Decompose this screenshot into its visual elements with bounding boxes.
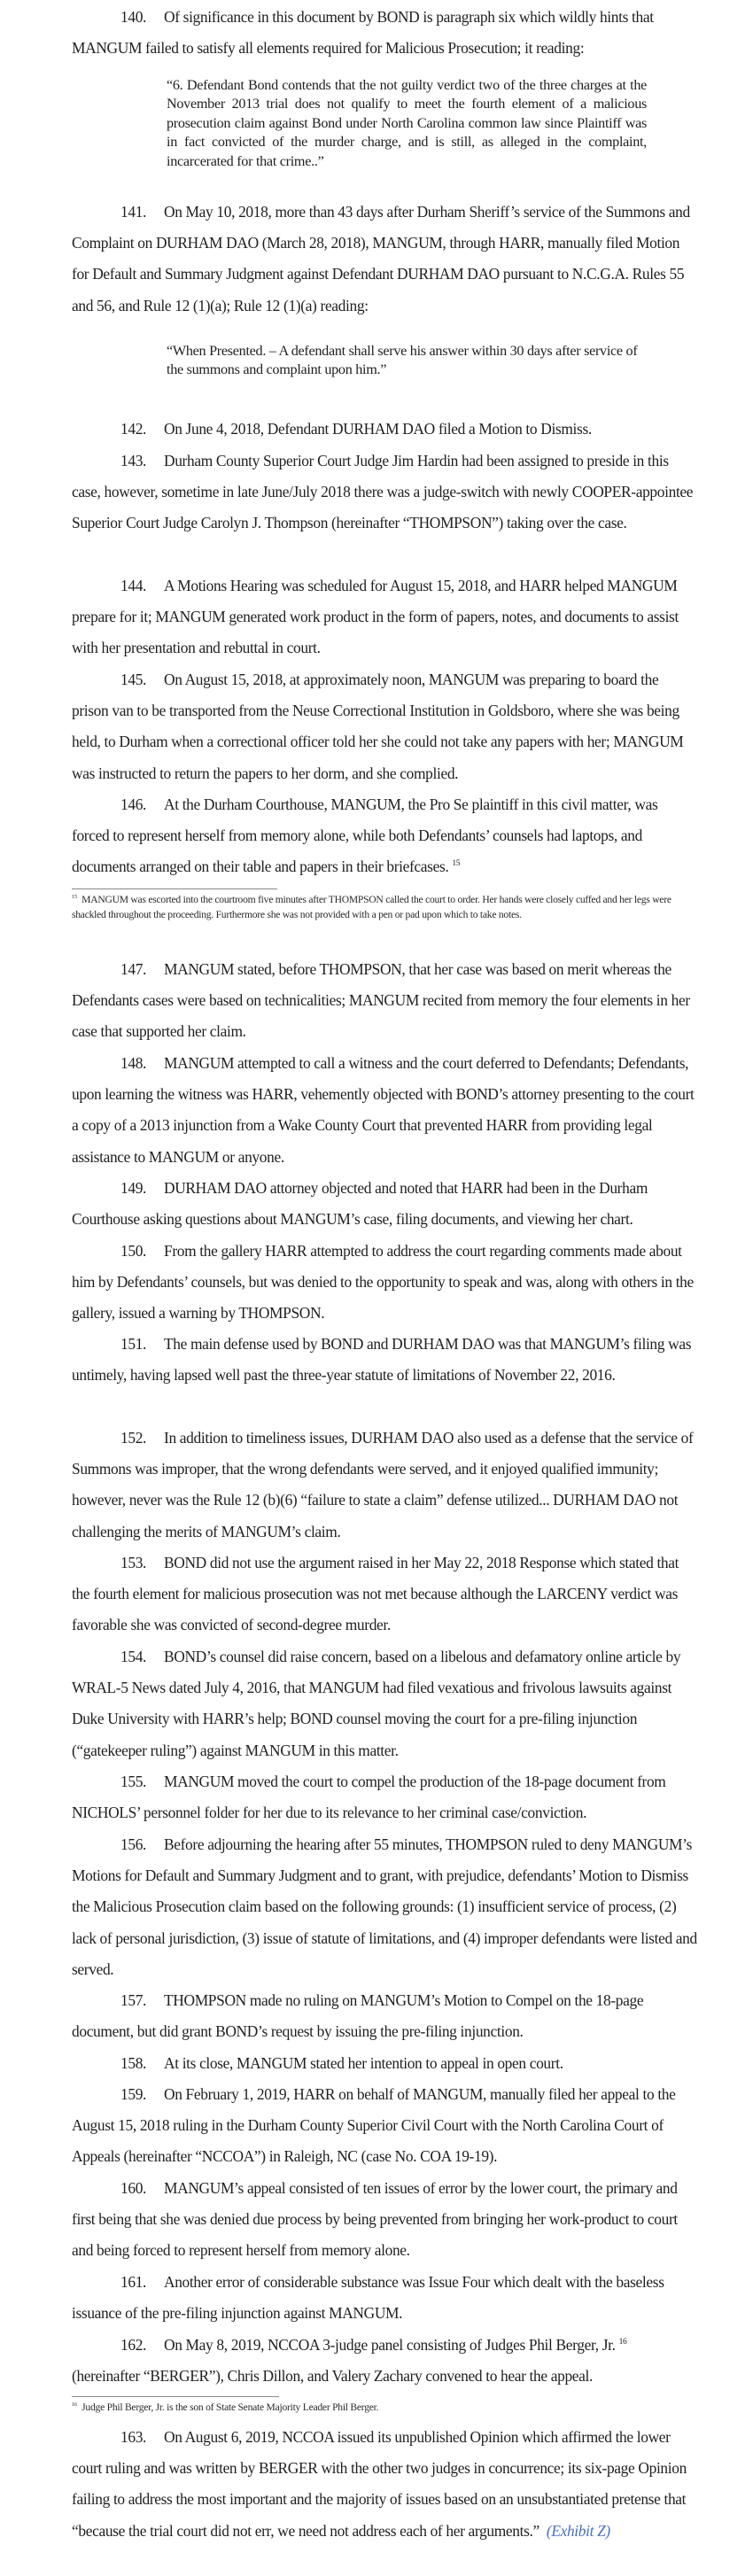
paragraph-number: 152. — [120, 1429, 147, 1447]
exhibit-z-link[interactable]: (Exhibit Z) — [546, 2521, 610, 2540]
paragraph-149 — [72, 1173, 697, 1235]
paragraph-162 — [72, 2330, 697, 2392]
paragraph-number: 162. — [120, 2336, 147, 2354]
paragraph-153 — [72, 1548, 697, 1641]
paragraph-text: THOMPSON made no ruling on MANGUM’s Motion to Compel on the 18-page document, but did grant BOND’s request by issuing the pre-filing injunction. — [72, 1991, 644, 2041]
paragraph-number: 151. — [120, 1335, 147, 1353]
paragraph-text: The main defense used by BOND and DURHAM DAO was that MANGUM’s filing was untimely, having lapsed well past the three-year statute of limitations of November 22, 2016. — [72, 1335, 692, 1385]
paragraph-text: BOND’s counsel did raise concern, based on a libelous and defamatory online article by WRAL-5 News dated July 4, 2016, that MANGUM had filed vexatious and frivolous lawsuits against Duke University with HARR’s help; BOND counsel moving the court for a pre-filing injunction (“gatekeeper ruling”) against MANGUM in this matter. — [72, 1648, 681, 1759]
paragraph-number: 149. — [120, 1179, 147, 1197]
paragraph-number: 154. — [120, 1648, 147, 1665]
paragraph-text-continued: (hereinafter “BERGER”), Chris Dillon, and Valery Zachary convened to hear the appeal. — [72, 2367, 594, 2386]
paragraph-text: DURHAM DAO attorney objected and noted that HARR had been in the Durham Courthouse asking questions about MANGUM’s case, filing documents, and viewing her chart. — [72, 1179, 648, 1229]
paragraph-143 — [72, 446, 697, 539]
paragraph-text: On February 1, 2019, HARR on behalf of MANGUM, manually filed her appeal to the August 15, 2018 ruling in the Durham County Superior Civil Court with the North Carolina Court of Appeals (hereinafter “NCCOA”) in Raleigh, NC (case No. COA 19-19). — [72, 2085, 676, 2166]
paragraph-text: MANGUM moved the court to compel the production of the 18-page document from NICHOLS’ personnel folder for her due to its relevance to her criminal case/conviction. — [72, 1773, 666, 1822]
paragraph-number: 146. — [120, 795, 147, 813]
paragraph-text: BOND did not use the argument raised in her May 22, 2018 Response which stated that the fourth element for malicious prosecution was not met because although the LARCENY verdict was favorable she was convicted of second-degree murder. — [72, 1554, 679, 1634]
block-quote-bond-paragraph-six: “6. Defendant Bond contends that the not guilty verdict two of the three charges at the November 2013 trial does not qualify to meet the fourth element of a malicious prosecution claim against Bond under North Carolina common law since Plaintiff was in fact convicted of the murder charge, and is still, as alleged in the complaint, incarcerated for that crime..” — [167, 77, 647, 169]
footnote-16 — [72, 2400, 696, 2415]
paragraph-text: A Motions Hearing was scheduled for August 15, 2018, and HARR helped MANGUM prepare for it; MANGUM generated work product in the form of papers, notes, and documents to assist with her presentation and rebuttal in court. — [72, 577, 679, 657]
paragraph-text: MANGUM attempted to call a witness and the court deferred to Defendants; Defendants, upon learning the witness was HARR, vehemently objected with BOND’s attorney presenting to the court a copy of a 2013 injunction from a Wake County Court that prevented HARR from providing legal assistance to MANGUM or anyone. — [72, 1054, 695, 1166]
footnote-text: MANGUM was escorted into the courtroom five minutes after THOMPSON called the court to order. Her hands were closely cuffed and her legs were shackled throughout the proceeding. Furthermore she was not provided with a pen or pad upon which to take notes. — [72, 894, 671, 921]
paragraph-text: Durham County Superior Court Judge Jim Hardin had been assigned to preside in this case, however, sometime in late June/July 2018 there was a judge-switch with newly COOPER-appointee Superior Court Judge Carolyn J. Thompson (hereinafter “THOMPSON”) taking over the case. — [72, 452, 694, 532]
paragraph-142 — [72, 414, 697, 445]
paragraph-161 — [72, 2267, 697, 2329]
paragraph-text: At its close, MANGUM stated her intention to appeal in open court. — [164, 2054, 563, 2072]
paragraph-154 — [72, 1641, 697, 1766]
footnote-separator — [72, 2396, 279, 2397]
paragraph-text: From the gallery HARR attempted to address the court regarding comments made about him by Defendants’ counsels, but was denied to the opportunity to speak and was, along with others in the gallery, issued a warning by THOMPSON. — [72, 1242, 694, 1323]
paragraph-144 — [72, 570, 697, 664]
paragraph-number: 159. — [120, 2085, 147, 2103]
paragraph-text: MANGUM’s appeal consisted of ten issues of error by the lower court, the primary and first being that she was denied due process by being prevented from bringing her work-product to court and being forced to represent herself from memory alone. — [72, 2179, 678, 2260]
paragraph-number: 158. — [120, 2054, 147, 2072]
paragraph-number: 145. — [120, 671, 147, 688]
paragraph-number: 141. — [120, 203, 147, 221]
paragraph-151 — [72, 1329, 697, 1391]
paragraph-148 — [72, 1048, 697, 1173]
paragraph-number: 156. — [120, 1835, 147, 1853]
paragraph-text: At the Durham Courthouse, MANGUM, the Pro Se plaintiff in this civil matter, was forced to represent herself from memory alone, while both Defendants’ counsels had laptops, and documents arranged on their table and papers in their briefcases. — [72, 795, 658, 876]
paragraph-number: 163. — [120, 2428, 147, 2446]
paragraph-number: 160. — [120, 2179, 147, 2197]
paragraph-140 — [72, 2, 697, 64]
paragraph-155 — [72, 1766, 697, 1828]
paragraph-141 — [72, 197, 697, 322]
footnote-text: Judge Phil Berger, Jr. is the son of State Senate Majority Leader Phil Berger. — [82, 2401, 379, 2413]
paragraph-number: 150. — [120, 1242, 147, 1260]
footnote-number: 16 — [72, 2401, 77, 2409]
paragraph-number: 153. — [120, 1554, 147, 1571]
footnote-15 — [72, 892, 696, 923]
paragraph-number: 148. — [120, 1054, 147, 1072]
paragraph-number: 147. — [120, 960, 147, 978]
paragraph-text: On June 4, 2018, Defendant DURHAM DAO filed a Motion to Dismiss. — [164, 420, 592, 438]
paragraph-156 — [72, 1829, 697, 1985]
footnote-separator — [72, 888, 277, 889]
footnote-ref-16[interactable]: 16 — [618, 2337, 627, 2347]
paragraph-text: Of significance in this document by BOND is paragraph six which wildly hints that MANGUM failed to satisfy all elements required for Malicious Prosecution; it reading: — [72, 8, 654, 58]
paragraph-163 — [72, 2422, 697, 2547]
paragraph-number: 143. — [120, 452, 147, 469]
paragraph-number: 142. — [120, 420, 147, 438]
block-quote-rule-12: “When Presented. – A defendant shall serve his answer within 30 days after service of the summons and complaint upon him.” — [167, 343, 638, 378]
paragraph-text: In addition to timeliness issues, DURHAM DAO also used as a defense that the service of Summons was improper, that the wrong defendants were served, and it enjoyed qualified immunity; however, never was the Rule 12 (b)(6) “failure to state a claim” defense utilized... DURHAM DAO not challenging the merits of MANGUM’s claim. — [72, 1429, 694, 1540]
paragraph-text: On May 10, 2018, more than 43 days after Durham Sheriff’s service of the Summons and Complaint on DURHAM DAO (March 28, 2018), MANGUM, through HARR, manually filed Motion for Default and Summary Judgment against Defendant DURHAM DAO pursuant to N.C.G.A. Rules 55 and 56, and Rule 12 (1)(a); Rule 12 (1)(a) reading: — [72, 203, 690, 314]
paragraph-text: Another error of considerable substance was Issue Four which dealt with the baseless issuance of the pre-filing injunction against MANGUM. — [72, 2273, 664, 2323]
paragraph-145 — [72, 664, 697, 789]
paragraph-number: 140. — [120, 8, 147, 26]
paragraph-146 — [72, 789, 697, 883]
paragraph-158 — [72, 2048, 697, 2079]
paragraph-number: 161. — [120, 2273, 147, 2291]
paragraph-text: On August 6, 2019, NCCOA issued its unpublished Opinion which affirmed the lower court ruling and was written by BERGER with the other two judges in concurrence; its six-page Opinion failing to address the most important and the majority of issues based on an unsubstantiated pretense that “because the trial court did not err, we need not address each of her arguments.” — [72, 2428, 687, 2540]
footnote-ref-15[interactable]: 15 — [452, 858, 461, 869]
footnote-number: 15 — [72, 894, 77, 901]
paragraph-150 — [72, 1236, 697, 1330]
paragraph-number: 157. — [120, 1991, 147, 2009]
paragraph-text: Before adjourning the hearing after 55 minutes, THOMPSON ruled to deny MANGUM’s Motions for Default and Summary Judgment and to grant, with prejudice, defendants’ Motion to Dismiss the Malicious Prosecution claim based on the following grounds: (1) insufficient service of process, (2) lack of personal jurisdiction, (3) issue of statute of limitations, and (4) improper defendants were listed and served. — [72, 1835, 697, 1978]
paragraph-157 — [72, 1985, 697, 2047]
paragraph-text: MANGUM stated, before THOMPSON, that her case was based on merit whereas the Defendants cases were based on technicalities; MANGUM recited from memory the four elements in her case that supported her claim. — [72, 960, 690, 1041]
paragraph-159 — [72, 2079, 697, 2173]
paragraph-text: On May 8, 2019, NCCOA 3-judge panel consisting of Judges Phil Berger, Jr. — [164, 2336, 616, 2354]
paragraph-147 — [72, 954, 697, 1048]
paragraph-number: 144. — [120, 577, 147, 594]
paragraph-text: On August 15, 2018, at approximately noon, MANGUM was preparing to board the prison van to be transported from the Neuse Correctional Institution in Goldsboro, where she was being held, to Durham when a correctional officer told her she could not take any papers with her; MANGUM was instructed to return the papers to her dorm, and she complied. — [72, 671, 684, 782]
paragraph-number: 155. — [120, 1773, 147, 1790]
paragraph-152 — [72, 1423, 697, 1548]
paragraph-160 — [72, 2173, 697, 2267]
